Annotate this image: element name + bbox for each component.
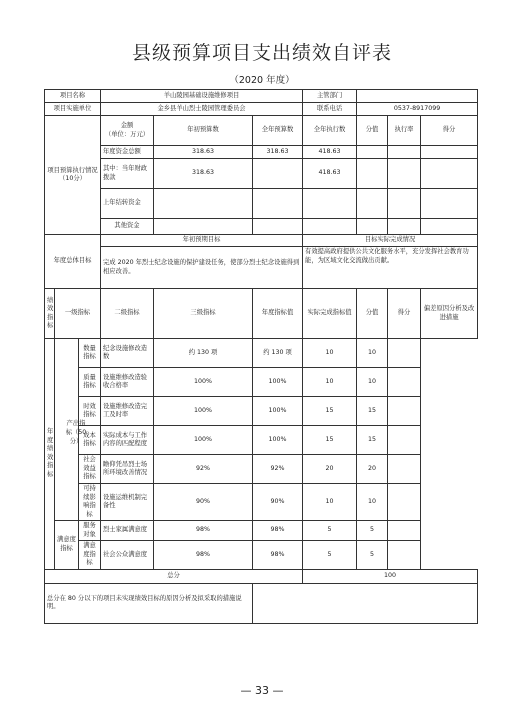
page-title: 县级预算项目支出绩效自评表: [131, 42, 392, 64]
budget-row-rate: [388, 159, 421, 189]
actual-goal-header: 目标实际完成情况: [303, 235, 478, 247]
total-label: 总分: [45, 569, 303, 583]
unit-label: 项目实施单位: [45, 103, 101, 116]
budget-points-header: 得分: [421, 116, 478, 146]
actual-cell: 92%: [253, 455, 303, 484]
budget-row-initial: [154, 219, 253, 235]
level3-cell: 纪念设施修改造数: [101, 339, 154, 368]
budget-row-points: [421, 219, 478, 235]
budget-row-executed: [303, 189, 357, 219]
budget-row-rate: [388, 219, 421, 235]
planned-goal-text: 完成 2020 年烈士纪念设施的保护建设任务，使部分烈士纪念设施得到相应改善。: [101, 247, 303, 289]
target-cell: 100%: [154, 368, 253, 397]
score-cell: 5: [303, 541, 357, 570]
budget-row-label: 其中：当年财政拨款: [101, 159, 154, 189]
satisfaction-label: 满意度指标: [55, 521, 79, 570]
reason-cell: [388, 521, 421, 541]
level3-cell: 社会公众满意度: [101, 541, 154, 570]
target-cell: 100%: [154, 397, 253, 426]
reason-cell: [388, 426, 421, 455]
score-cell: 20: [303, 455, 357, 484]
level3-cell: 瞻仰凭吊烈士场所环境改善情况: [101, 455, 154, 484]
budget-row-points: [421, 189, 478, 219]
points-cell: 15: [357, 426, 388, 455]
points-cell: 10: [357, 368, 388, 397]
target-cell: 98%: [154, 521, 253, 541]
unit-value: 金乡县羊山烈士陵园管理委员会: [101, 103, 303, 116]
budget-row-label: 年度资金总额: [101, 146, 154, 159]
score-cell: 5: [303, 521, 357, 541]
budget-row-score: [357, 219, 388, 235]
supervisor-label: 主管部门: [303, 90, 357, 103]
budget-row-full-year: [253, 219, 303, 235]
budget-row-score: [357, 189, 388, 219]
report-year: （2020 年度）: [229, 75, 295, 86]
phone-label: 联系电话: [303, 103, 357, 116]
budget-row-label: 上年结转资金: [101, 189, 154, 219]
level2-cell: 质量指标: [79, 368, 101, 397]
level1-header: 一级指标: [55, 289, 101, 339]
level2-cell: 满意度指标: [79, 541, 101, 570]
reason-cell: [388, 455, 421, 484]
level2-cell: 数量指标: [79, 339, 101, 368]
level3-cell: 设施维修改造完工及时率: [101, 397, 154, 426]
actual-cell: 98%: [253, 541, 303, 570]
points-cell: 15: [357, 397, 388, 426]
budget-row-score: [357, 159, 388, 189]
level3-cell: 实际成本与工作内容的匹配程度: [101, 426, 154, 455]
supervisor-value: [357, 90, 478, 103]
level3-header: 三级指标: [154, 289, 253, 339]
level2-cell: 社会效益指标: [79, 455, 101, 484]
note-value: [253, 583, 478, 623]
target-cell: 约 130 项: [154, 339, 253, 368]
score-cell: 10: [303, 339, 357, 368]
total-value: 100: [303, 569, 478, 583]
actual-cell: 98%: [253, 521, 303, 541]
budget-executed-header: 全年执行数: [303, 116, 357, 146]
budget-row-rate: [388, 146, 421, 159]
points-cell: 20: [357, 455, 388, 484]
budget-row-full-year: [253, 189, 303, 219]
budget-row-full-year: [253, 159, 303, 189]
target-cell: 100%: [154, 426, 253, 455]
budget-row-executed: [303, 219, 357, 235]
points-cell: 10: [357, 339, 388, 368]
target-header: 年度指标值: [253, 289, 303, 339]
budget-row-initial: [154, 189, 253, 219]
budget-row-executed: 418.63: [303, 146, 357, 159]
budget-initial-header: 年初预算数: [154, 116, 253, 146]
points-cell: 5: [357, 541, 388, 570]
planned-goal-header: 年初预期目标: [101, 235, 303, 247]
budget-rate-header: 执行率: [388, 116, 421, 146]
output-indicator-label: 产出指标（50分）: [65, 420, 87, 445]
budget-row-executed: 418.63: [303, 159, 357, 189]
budget-row-points: [421, 146, 478, 159]
project-name-label: 项目名称: [45, 90, 101, 103]
reason-cell: [388, 368, 421, 397]
evaluation-table: [44, 89, 478, 624]
actual-header: 实际完成指标值: [303, 289, 357, 339]
actual-cell: 90%: [253, 484, 303, 521]
budget-row-label: 其他资金: [101, 219, 154, 235]
reason-cell: [388, 397, 421, 426]
score-cell: 10: [303, 368, 357, 397]
actual-cell: 100%: [253, 397, 303, 426]
points-header: 得分: [388, 289, 421, 339]
phone-value: 0537-8917099: [357, 103, 478, 116]
actual-goal-text: 有效提高政府提供公共文化服务水平，充分发挥社会教育功能，为区域文化交流做出贡献。: [303, 247, 478, 289]
actual-cell: 约 130 项: [253, 339, 303, 368]
project-name-value: 羊山陵园基础设施维修项目: [101, 90, 303, 103]
level2-cell: 可持续影响指标: [79, 484, 101, 521]
level2-cell: 成本指标: [79, 426, 101, 455]
annual-perf-label: 年度绩效指标: [45, 339, 55, 570]
score-cell: 15: [303, 397, 357, 426]
points-cell: 5: [357, 521, 388, 541]
level2-cell: 服务对象: [79, 521, 101, 541]
budget-row-full-year: 318.63: [253, 146, 303, 159]
target-cell: 90%: [154, 484, 253, 521]
budget-row-points: [421, 159, 478, 189]
budget-row-score: [357, 146, 388, 159]
points-cell: 10: [357, 484, 388, 521]
actual-cell: 100%: [253, 426, 303, 455]
budget-row-initial: 318.63: [154, 159, 253, 189]
score-cell: 10: [303, 484, 357, 521]
level2-cell: 时效指标: [79, 397, 101, 426]
target-cell: 92%: [154, 455, 253, 484]
budget-section-label: 项目预算执行情况（10分）: [45, 116, 101, 235]
budget-full-year-header: 全年预算数: [253, 116, 303, 146]
level3-cell: 设施维修改造验收合格率: [101, 368, 154, 397]
note-label: 总分在 80 分以下的项目未实现绩效目标的原因分析及拟采取的措施说明。: [45, 583, 253, 623]
reason-cell: [388, 484, 421, 521]
budget-score-header: 分值: [357, 116, 388, 146]
budget-row-initial: 318.63: [154, 146, 253, 159]
score-cell: 15: [303, 426, 357, 455]
budget-amount-header: 金额 （单位：万元）: [101, 116, 154, 146]
perf-indicator-header: 绩效指标: [45, 289, 55, 339]
budget-row-rate: [388, 189, 421, 219]
annual-goal-label: 年度总体目标: [45, 235, 101, 289]
reason-cell: [388, 541, 421, 570]
level3-cell: 烈士家属满意度: [101, 521, 154, 541]
level2-header: 二级指标: [101, 289, 154, 339]
target-cell: 98%: [154, 541, 253, 570]
score-header: 分值: [357, 289, 388, 339]
reason-header: 偏差原因分析及改进措施: [421, 289, 478, 339]
actual-cell: 100%: [253, 368, 303, 397]
page-number: — 33 —: [240, 684, 284, 697]
level3-cell: 设施运维机制完备性: [101, 484, 154, 521]
reason-cell: [388, 339, 421, 368]
